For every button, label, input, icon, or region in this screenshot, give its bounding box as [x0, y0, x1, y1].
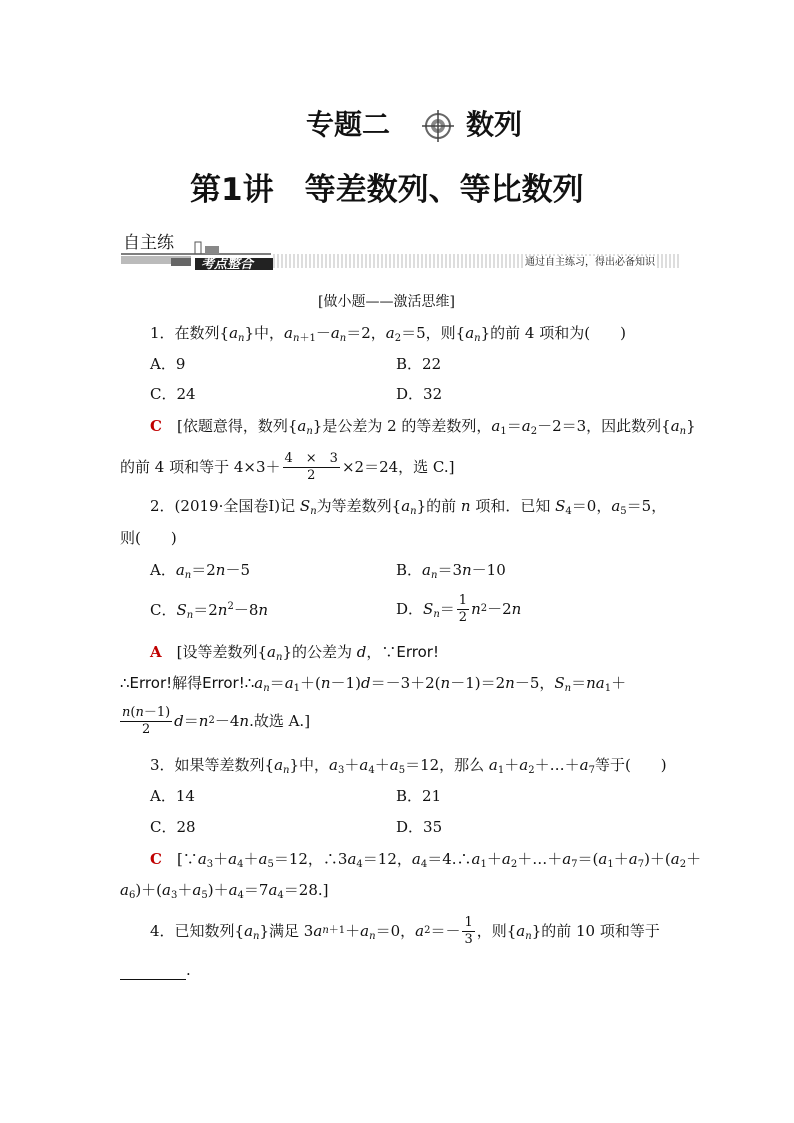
q1-option-b: B．22 — [396, 355, 442, 373]
q1-fraction: $\frac{4 \times 3}{2}$ — [284, 450, 338, 483]
target-icon — [420, 108, 456, 144]
q2-option-b: B．$a_n=3n-10$ — [396, 561, 506, 581]
q2-option-c: C．$S_n=2n^2-8n$ — [150, 601, 269, 621]
q3-solution-line2: $a_6)+(a_3+a_5)+a_4=7a_4=28$.] — [120, 881, 329, 901]
q2-stem: 2．(2019·全国卷Ⅰ)记 $S_n$为等差数列$\{a_n\}$的前 n 项和．已知 $S_4=0$，$a_5=5$， — [150, 497, 667, 517]
q4-stem: 4．已知数列{ $a_n$ }满足 3 a n＋1 ＋ $a_n$ ＝0， a 2 ＝－ $\frac{1}{3}$ ，则{ $a_n$ }的前 10 项和等于 — [150, 914, 660, 947]
q1-option-d: D．32 — [396, 385, 443, 403]
q2-solution-line3: $\frac{n(n-1)}{2}$ d ＝ n 2 －4 n .故选 A.] — [122, 704, 311, 737]
q3-answer: C — [150, 850, 162, 868]
q2-option-a: A．$a_n=2n-5$ — [150, 561, 251, 581]
q2-option-d: D． $S_n$ ＝ $\frac{1}{2}$ n 2 －2 n — [396, 592, 522, 625]
q1-solution-line2: 的前 4 项和等于 4×3＋ $\frac{4 \times 3}{2}$ ×2＝24，选 C.] — [120, 450, 455, 483]
q1-stem: 1．在数列$\{a_n\}$中，$a_{n+1}-a_n=2$，$a_2=5$，则$\{a_n\}$的前 4 项和为( ) — [150, 324, 626, 344]
q1-answer: C — [150, 417, 162, 435]
q4-answer-blank[interactable]: . — [120, 960, 191, 980]
q2-solution-line1: A [设等差数列$\{a_n\}$的公差为 d，∵Error! — [150, 643, 439, 663]
q1-option-a: A．9 — [150, 355, 186, 373]
q3-option-b: B．21 — [396, 787, 442, 805]
q2-answer: A — [150, 643, 162, 661]
q1-option-c: C．24 — [150, 385, 196, 403]
q2-solution-line2: ∴Error!解得$Error!\therefore a_n=a_1+(n-1)d=-3+2(n-1)=2n-5$，$S_n=na_1+$ — [120, 674, 627, 694]
banner-right: 通过自主练习，得出必备知识 — [525, 257, 655, 268]
q3-option-d: D．35 — [396, 818, 443, 836]
q1-solution-line1: C [依题意得，数列$\{a_n\}$是公差为 2 的等差数列，$a_1=a_2-2=3$，因此数列$\{a_n\}$ — [150, 417, 696, 437]
q3-stem: 3．如果等差数列$\{a_n\}$中，$a_3+a_4+a_5=12$，那么 $a_1+a_2+\dots+a_7$等于( ) — [150, 756, 667, 776]
chapter-subject: 数列 — [466, 108, 523, 141]
chapter-topic: 专题二 — [306, 108, 391, 141]
banner-main: 自主练 — [123, 233, 174, 253]
q3-option-c: C．28 — [150, 818, 196, 836]
section-banner — [121, 234, 681, 274]
q2-stem-cont: 则( ) — [120, 529, 177, 547]
lecture-title: 第1讲 等差数列、等比数列 — [190, 172, 584, 208]
chapter-title — [306, 107, 390, 143]
section-heading: [做小题——激活思维] — [318, 294, 455, 310]
q3-solution-line1: C [$\because a_3+a_4+a_5=12$，$\therefore 3a_4=12$，$a_4=4.\therefore a_1+a_2+\dots+a_7=(a_1+a_7)+(a_2+$ — [150, 850, 702, 870]
q3-option-a: A．14 — [150, 787, 195, 805]
banner-sub: 考点整合 — [201, 257, 254, 272]
